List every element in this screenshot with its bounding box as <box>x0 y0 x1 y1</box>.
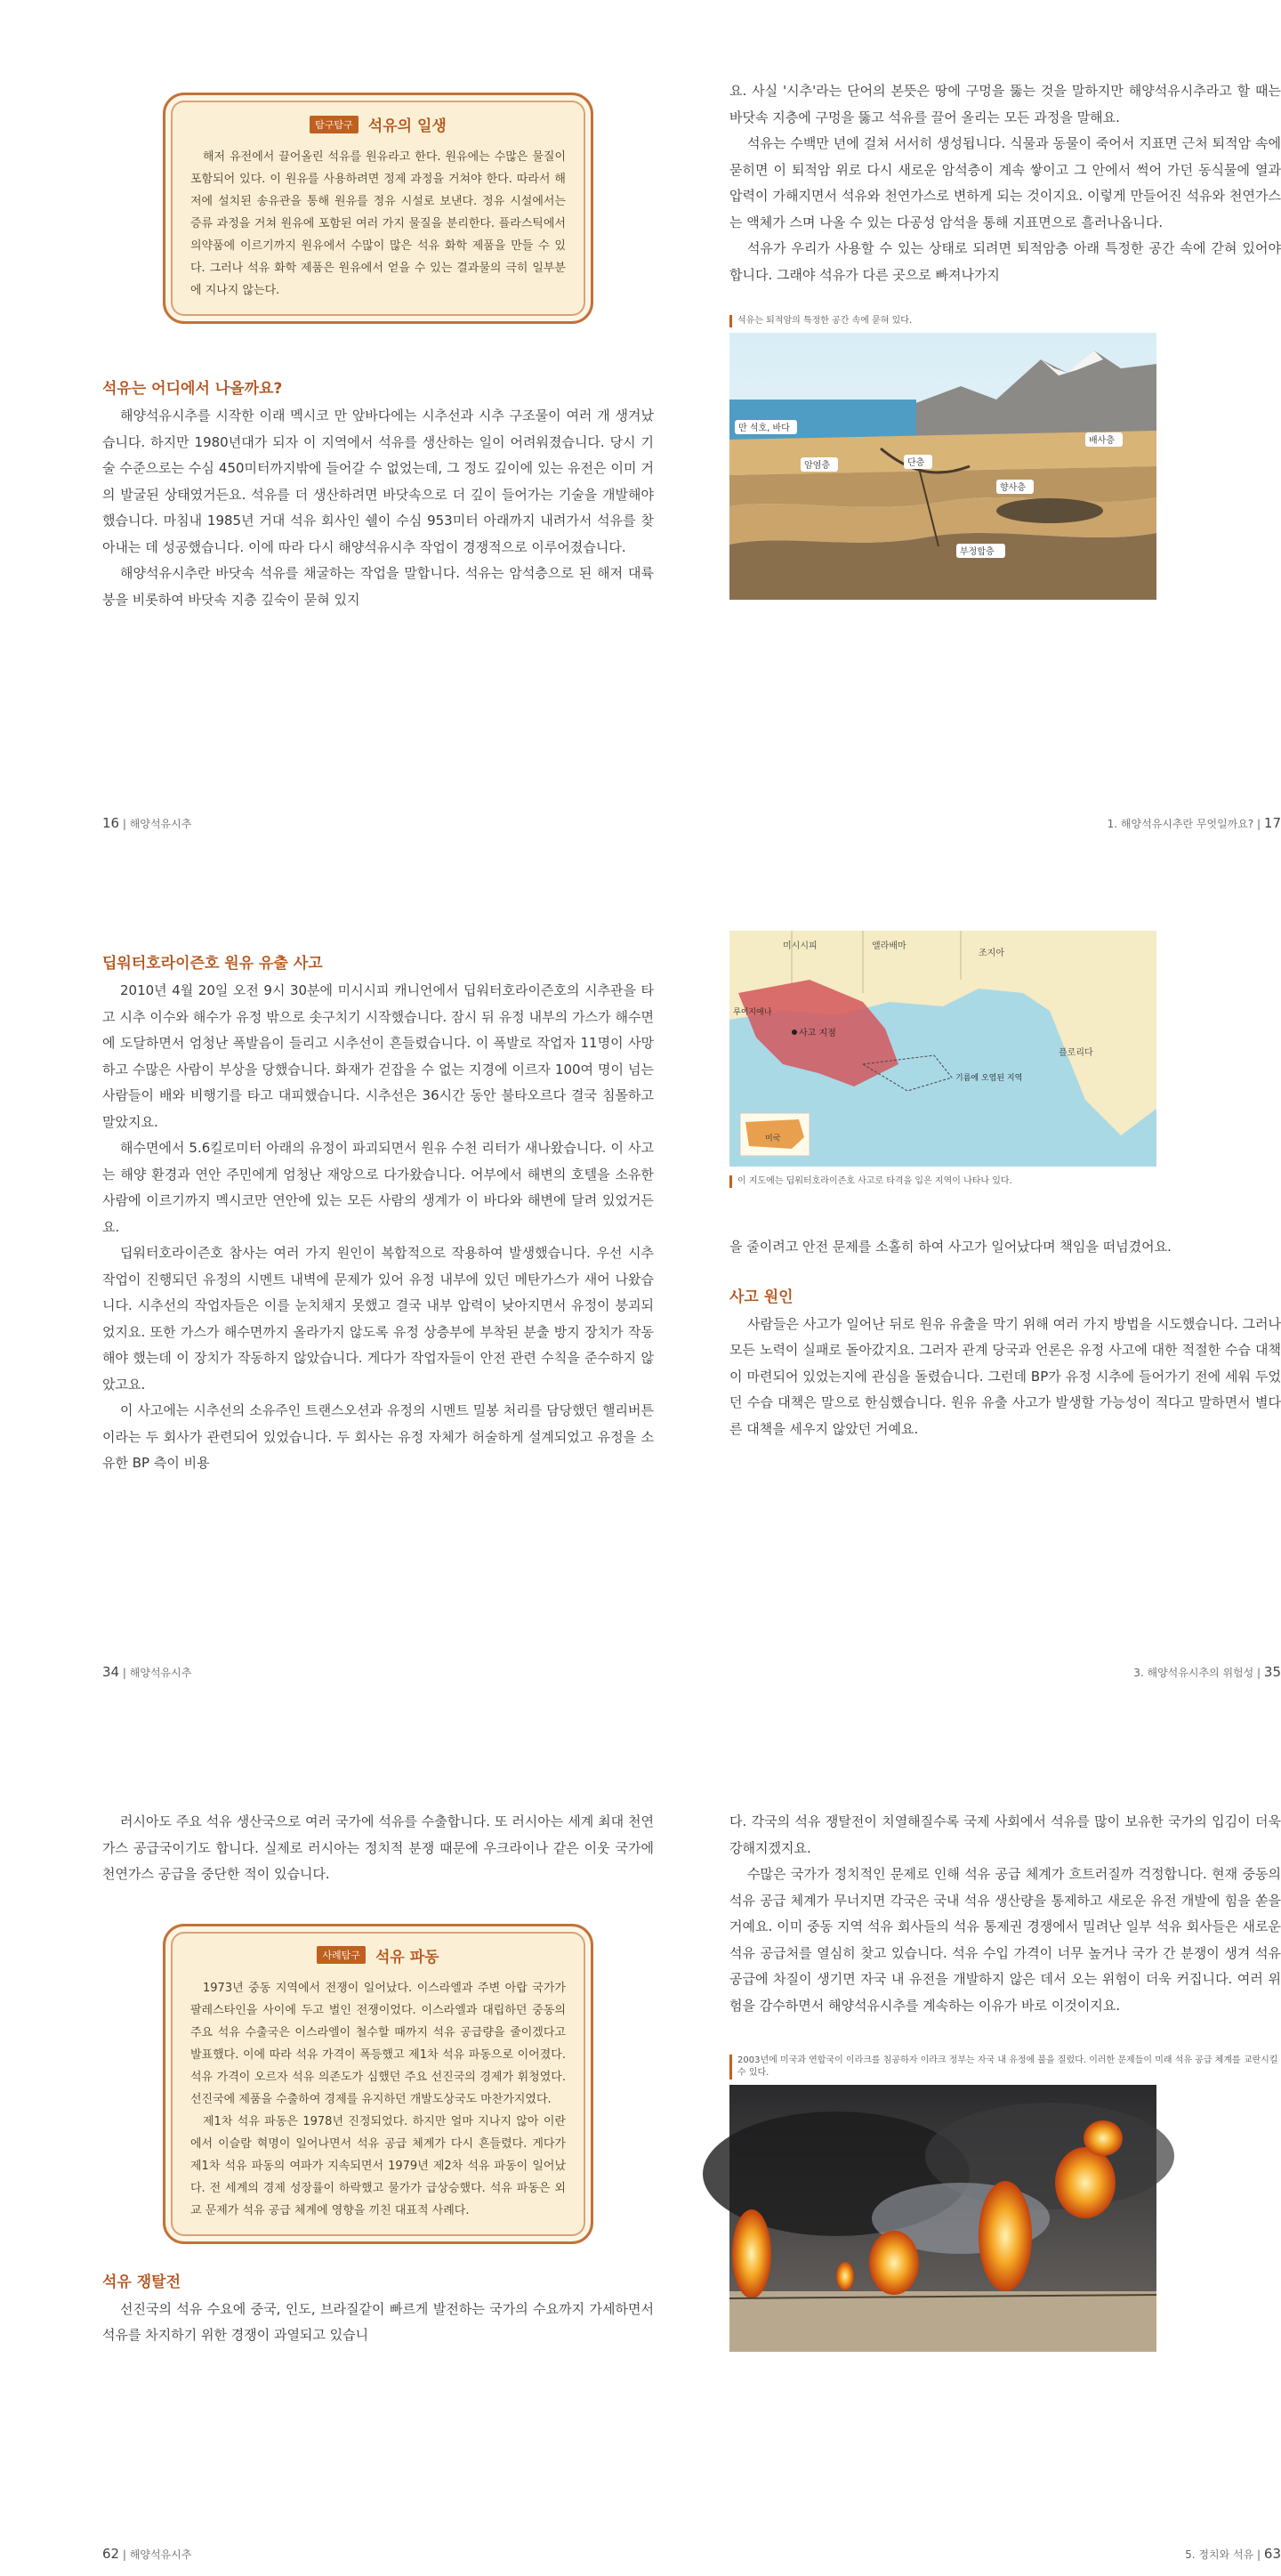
infobox-title: 석유 파동 <box>375 1948 439 1966</box>
page-number: 35 <box>1263 1664 1281 1680</box>
page-35 <box>729 931 1281 1680</box>
infobox-header <box>190 1944 566 1966</box>
section-heading: 석유는 어디에서 나올까요? <box>102 380 283 398</box>
infobox-title: 석유의 일생 <box>367 117 447 135</box>
map-label: 미국 <box>765 1135 781 1143</box>
page-62-body <box>102 2269 654 2349</box>
chapter-title: 1. 해양석유시추란 무엇일까요? <box>1107 818 1254 830</box>
figure-label: 암염층 <box>804 461 830 471</box>
page-63 <box>729 1809 1281 2562</box>
paragraph: 해양석유시추를 시작한 이래 멕시코 만 앞바다에는 시추선과 시추 구조물이 여러 개 생겨났습니다. 하지만 1980년대가 되자 이 지역에서 석유를 생산하는 일이 어려워졌습니다. 당시 기술 수준으로는 수심 450미터까지밖에 들어갈 수 없었는데, 그 정도 깊이에 있는 유전은 이미 거의 발굴된 상태였거든요. 석유를 더 생산하려면 바닷속으로 더 깊이 들어가는 기술을 개발해야 했습니다. 마침내 1985년 거대 석유 회사인 쉘이 수심 953미터 아래까지 내려가서 석유를 찾아내는 데 성공했습니다. 이에 따라 다시 해양석유시추 작업이 경쟁적으로 이루어졌습니다. <box>102 408 654 555</box>
geology-figure <box>729 315 1281 600</box>
infobox-tag: 사례탐구 <box>317 1946 366 1964</box>
paragraph: 요. 사실 '시추'라는 단어의 본뜻은 땅에 구멍을 뚫는 것을 말하지만 해양석유시추라고 할 때는 바닷속 지층에 구멍을 뚫고 석유를 끌어 올리는 모든 과정을 말해요. <box>729 83 1281 125</box>
page-number: 16 <box>102 815 120 831</box>
oil-fire-photo <box>729 2085 1281 2352</box>
map-caption: 이 지도에는 딥워터호라이즌호 사고로 타격을 입은 지역이 나타나 있다. <box>729 1175 1281 1188</box>
paragraph: 해수면에서 5.6킬로미터 아래의 유정이 파괴되면서 원유 수천 리터가 새나왔습니다. 이 사고는 해양 환경과 연안 주민에게 엄청난 재앙으로 다가왔습니다. 어부에서 해변의 호텔을 소유한 사람에 이르기까지 멕시코만 연안에 있는 모든 사람의 생계가 이 바다와 해변에 달려 있었거든요. <box>102 1140 654 1235</box>
section-heading: 딥워터호라이즌호 원유 유출 사고 <box>102 955 323 973</box>
oil-life-infobox <box>163 93 593 324</box>
spread-2 <box>0 899 1281 1735</box>
section-heading: 석유 쟁탈전 <box>102 2273 181 2291</box>
page-34 <box>102 941 654 1680</box>
folio-left: 62 | 해양석유시추 <box>102 2546 192 2562</box>
folio-left: 16 | 해양석유시추 <box>102 815 192 831</box>
map-label: 미시시피 <box>783 941 818 951</box>
map-label: 플로리다 <box>1059 1048 1093 1058</box>
page-16-body <box>102 375 654 613</box>
geology-illustration <box>729 333 1281 600</box>
paragraph: 딥워터호라이즌호 참사는 여러 가지 원인이 복합적으로 작용하여 발생했습니다. 우선 시추 작업이 진행되던 유정의 시멘트 내벽에 문제가 있어 유정 내부에 있던 메탄가스가 새어 나왔습니다. 시추선의 작업자들은 이를 눈치채지 못했고 결국 내부 압력이 낮아지면서 유정이 붕괴되었지요. 또한 가스가 해수면까지 올라가지 않도록 유정 상층부에 부착된 분출 방지 장치가 작동해야 했는데 이 장치가 작동하지 않았습니다. 게다가 작업자들이 안전 관련 수칙을 준수하지 않았고요. <box>102 1245 654 1393</box>
infobox-tag: 탐구탐구 <box>310 116 359 133</box>
figure-caption: 석유는 퇴적암의 특정한 공간 속에 묻혀 있다. <box>729 315 1281 327</box>
paragraph: 해양석유시추란 바닷속 석유를 채굴하는 작업을 말합니다. 석유는 암석층으로 된 해저 대륙붕을 비롯하여 바닷속 지층 깊숙이 묻혀 있지 <box>102 565 654 608</box>
folio-right: 5. 정치와 석유 | 63 <box>1185 2546 1281 2562</box>
geology-svg <box>729 333 1156 600</box>
map-label: 기름에 오염된 지역 <box>955 1074 1023 1083</box>
fire <box>869 2231 919 2295</box>
gulf-map <box>729 931 1281 1167</box>
section-heading: 사고 원인 <box>729 1288 794 1306</box>
infobox-header <box>190 113 566 135</box>
figure-label: 배사층 <box>1089 436 1115 446</box>
spread-1 <box>0 36 1281 872</box>
book-title: 해양석유시추 <box>129 1667 192 1679</box>
page-16 <box>102 93 654 831</box>
gulf-map-svg <box>729 931 1156 1167</box>
fire <box>1084 2120 1123 2156</box>
figure-label: 만 석호, 바다 <box>738 424 790 433</box>
oil-fire-svg <box>729 2085 1156 2352</box>
oil-shock-infobox <box>163 1924 593 2244</box>
page-35-body <box>729 1234 1281 1442</box>
infobox-text: 해저 유전에서 끌어올린 석유를 원유라고 한다. 원유에는 수많은 물질이 포함되어 있다. 이 원유를 사용하려면 정제 과정을 거쳐야 한다. 따라서 해저에 설치된 송유관을 통해 원유를 정유 시설로 보낸다. 정유 시설에서는 증류 과정을 거쳐 원유에 포함된 여러 가지 물질을 분리한다. 플라스틱에서 의약품에 이르기까지 원유에서 수많이 많은 석유 화학 제품을 만들 수 있다. 그러나 석유 화학 제품은 원유에서 얻을 수 있는 결과물의 극히 일부분에 지나지 않는다. <box>190 150 566 297</box>
map-label: 사고 지점 <box>799 1029 836 1038</box>
infobox-text: 제1차 석유 파동은 1978년 진정되었다. 하지만 얼마 지나지 않아 이란에서 이슬람 혁명이 일어나면서 석유 공급 체계가 다시 흔들렸다. 게다가 제1차 석유 파동의 여파가 지속되면서 1979년 제2차 석유 파동이 일어났다. 전 세계의 경제 성장률이 하락했고 물가가 급상승했다. 석유 파동은 외교 문제가 석유 공급 체계에 영향을 끼친 대표적 사례다. <box>190 2114 566 2217</box>
accident-marker <box>792 1030 797 1035</box>
page-number: 17 <box>1263 815 1281 831</box>
page-number: 63 <box>1263 2546 1281 2562</box>
paragraph: 사람들은 사고가 일어난 뒤로 원유 유출을 막기 위해 여러 가지 방법을 시도했습니다. 그러나 모든 노력이 실패로 돌아갔지요. 그러자 관계 당국과 언론은 유정 사고에 대한 적절한 수습 대책이 마련되어 있었는지에 관심을 돌렸습니다. 그런데 BP가 유정 시추에 들어가기 전에 세워 두었던 수습 대책은 말으로 한심했습니다. 원유 유출 사고가 발생할 가능성이 적다고 말하면서 별다른 대책을 세우지 않았던 거예요. <box>729 1315 1281 1437</box>
desert-ground <box>729 2291 1156 2352</box>
page-17 <box>729 78 1281 831</box>
figure-label: 향사층 <box>1000 483 1026 493</box>
paragraph: 이 사고에는 시추선의 소유주인 트랜스오션과 유정의 시멘트 밀봉 처리를 담당했던 핼리버튼이라는 두 회사가 관련되어 있었습니다. 두 회사는 유정 자체가 허술하게 설계되었고 유정을 소유한 BP 측이 비용 <box>102 1402 654 1471</box>
photo-caption: 2003년에 미국과 연합국이 이라크를 침공하자 이라크 정부는 자국 내 유정에 불을 질렀다. 이러한 문제들이 미래 석유 공급 체계를 교란시킬 수 있다. <box>729 2055 1281 2079</box>
oil-fire-figure <box>729 2055 1281 2352</box>
book-title: 해양석유시추 <box>129 818 192 830</box>
map-label: 앨라배마 <box>872 941 906 951</box>
paragraph: 을 줄이려고 안전 문제를 소홀히 하여 사고가 일어났다며 책임을 떠넘겼어요. <box>729 1239 1172 1255</box>
paragraph: 러시아도 주요 석유 생산국으로 여러 국가에 석유를 수출합니다. 또 러시아는 세계 최대 천연가스 공급국이기도 합니다. 실제로 러시아는 정치적 분쟁 때문에 우크라이나 같은 이웃 국가에 천연가스 공급을 중단한 적이 있습니다. <box>102 1813 654 1882</box>
fire <box>979 2181 1032 2291</box>
spread-3 <box>0 1740 1281 2576</box>
map-label: 조지아 <box>979 949 1004 958</box>
figure-label: 단층 <box>907 458 925 468</box>
page-number: 62 <box>102 2546 120 2562</box>
paragraph: 수많은 국가가 정치적인 문제로 인해 석유 공급 체계가 흐트러질까 걱정합니다. 현재 중동의 석유 공급 체계가 무너지면 각국은 국내 석유 생산량을 통제하고 새로운 유전 개발에 힘을 쏟을 거예요. 이미 중동 지역 석유 회사들의 석유 통제권 경쟁에서 밀려난 일부 석유 회사들은 새로운 석유 공급처를 열심히 찾고 있습니다. 석유 수입 가격이 너무 높거나 국가 간 분쟁이 생겨 석유 공급에 차질이 생기면 자국 내 유전을 개발하지 않은 데서 오는 위험이 더욱 커집니다. 여러 위험을 감수하면서 해양석유시추를 계속하는 이유가 바로 이것이지요. <box>729 1866 1281 2014</box>
paragraph: 선진국의 석유 수요에 중국, 인도, 브라질같이 빠르게 발전하는 국가의 수요까지 가세하면서 석유를 차지하기 위한 경쟁이 과열되고 있습니 <box>102 2300 654 2343</box>
map-label: 루이지애나 <box>733 1008 772 1017</box>
fire <box>732 2209 771 2298</box>
page-number: 34 <box>102 1664 120 1680</box>
paragraph: 다. 각국의 석유 쟁탈전이 치열해질수록 국제 사회에서 석유를 많이 보유한 국가의 입김이 더욱 강해지겠지요. <box>729 1813 1281 1856</box>
paragraph: 2010년 4월 20일 오전 9시 30분에 미시시피 캐니언에서 딥워터호라이즌호의 시추관을 타고 시추 이수와 해수가 유정 밖으로 솟구치기 시작했습니다. 잠시 뒤 유정 내부의 가스가 해수면에 도달하면서 엄청난 폭발음이 들리고 시추선이 흔들렸습니다. 이 폭발로 작업자 11명이 사망하고 수많은 사람이 부상을 당했습니다. 화재가 걷잡을 수 없는 지경에 이르자 100여 명이 넘는 사람들이 배와 비행기를 타고 대피했습니다. 시추선은 36시간 동안 불타오르다 결국 침몰하고 말았지요. <box>102 982 654 1130</box>
infobox-text: 1973년 중동 지역에서 전쟁이 일어났다. 이스라엘과 주변 아랍 국가가 팔레스타인을 사이에 두고 벌인 전쟁이었다. 이스라엘과 대립하던 중동의 주요 석유 수출국은 이스라엘이 철수할 때까지 석유 공급량을 줄이겠다고 발표했다. 이에 따라 석유 가격이 폭등했고 제1차 석유 파동으로 이어졌다. 석유 가격이 오르자 석유 의존도가 심했던 주요 선진국의 경제가 휘청였다. 선진국에 제품을 수출하여 경제를 유지하던 개발도상국도 마찬가지였다. <box>190 1981 566 2106</box>
chapter-title: 5. 정치와 석유 <box>1185 2548 1254 2561</box>
page-62 <box>102 1809 654 2562</box>
fire <box>836 2262 854 2290</box>
folio-right: 1. 해양석유시추란 무엇일까요? | 17 <box>1107 815 1281 831</box>
folio-left: 34 | 해양석유시추 <box>102 1664 192 1680</box>
chapter-title: 3. 해양석유시추의 위험성 <box>1133 1667 1254 1679</box>
figure-label: 부정합층 <box>960 547 995 557</box>
paragraph: 석유는 수백만 년에 걸쳐 서서히 생성됩니다. 식물과 동물이 죽어서 지표면 근처 퇴적암 속에 묻히면 이 퇴적암 위로 다시 새로운 암석층이 계속 쌓이고 그 안에서 썩어 가던 동식물에 열과 압력이 가해지면서 석유와 천연가스로 변하게 되는 것이지요. 이렇게 만들어진 석유와 천연가스는 액체가 스며 나올 수 있는 다공성 암석을 통해 지표면으로 흘러나옵니다. <box>729 135 1281 230</box>
folio-right: 3. 해양석유시추의 위험성 | 35 <box>1133 1664 1281 1680</box>
fire <box>1055 2147 1116 2218</box>
book-title: 해양석유시추 <box>129 2548 192 2561</box>
paragraph: 석유가 우리가 사용할 수 있는 상태로 되려면 퇴적암층 아래 특정한 공간 속에 갇혀 있어야 합니다. 그래야 석유가 다른 곳으로 빠져나가지 <box>729 240 1281 283</box>
